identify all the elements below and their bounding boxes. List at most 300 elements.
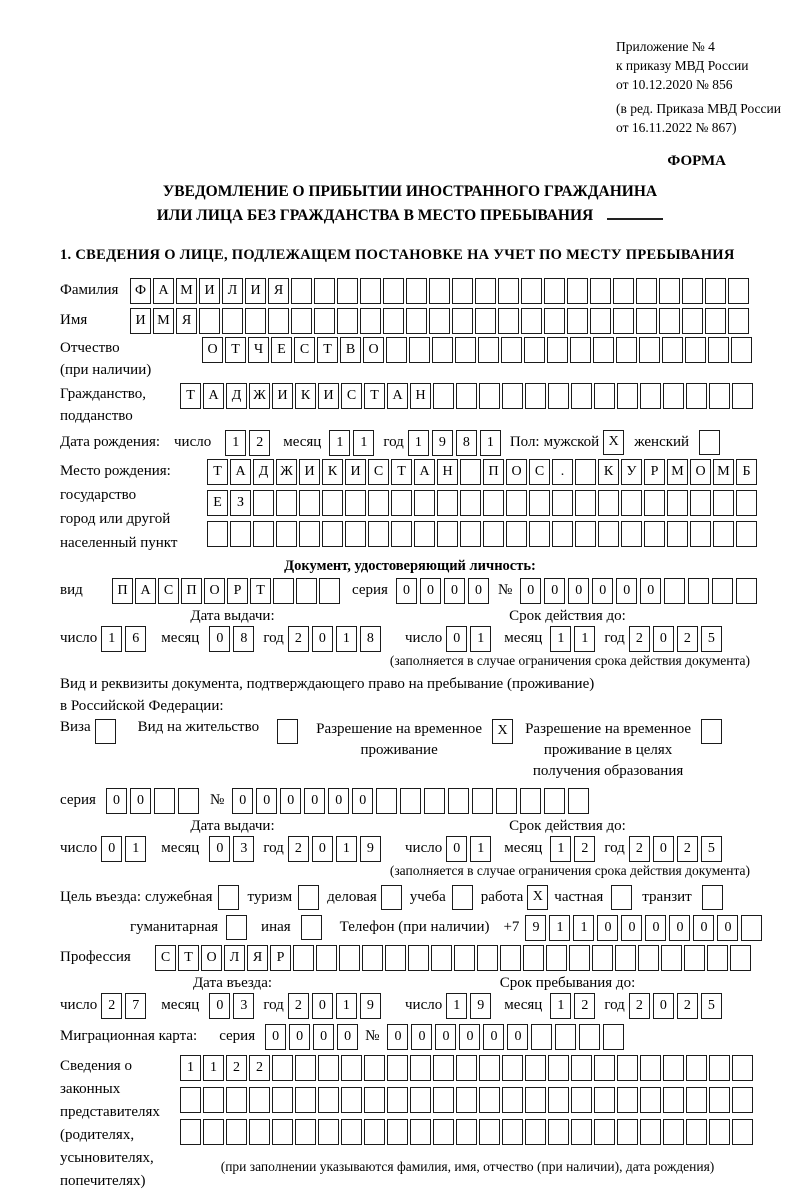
char-box[interactable]: 1 bbox=[550, 993, 571, 1019]
char-box[interactable] bbox=[732, 1087, 753, 1113]
char-box[interactable]: М bbox=[713, 459, 734, 485]
char-box[interactable]: А bbox=[414, 459, 435, 485]
char-box[interactable] bbox=[594, 383, 615, 409]
char-box[interactable] bbox=[376, 788, 397, 814]
char-box[interactable] bbox=[502, 1087, 523, 1113]
char-box[interactable] bbox=[180, 1119, 201, 1145]
char-box[interactable]: 0 bbox=[312, 626, 333, 652]
char-box[interactable] bbox=[362, 945, 383, 971]
char-box[interactable]: 0 bbox=[520, 578, 541, 604]
char-box[interactable] bbox=[521, 278, 542, 304]
char-box[interactable]: Я bbox=[268, 278, 289, 304]
char-box[interactable] bbox=[318, 1119, 339, 1145]
char-box[interactable] bbox=[314, 308, 335, 334]
char-box[interactable] bbox=[433, 1055, 454, 1081]
char-box[interactable]: 0 bbox=[444, 578, 465, 604]
char-box[interactable] bbox=[686, 383, 707, 409]
char-box[interactable] bbox=[640, 1055, 661, 1081]
char-box[interactable] bbox=[475, 278, 496, 304]
char-box[interactable]: 2 bbox=[288, 626, 309, 652]
char-box[interactable]: 2 bbox=[226, 1055, 247, 1081]
char-box[interactable] bbox=[709, 1055, 730, 1081]
char-box[interactable]: К bbox=[295, 383, 316, 409]
char-box[interactable] bbox=[663, 383, 684, 409]
char-box[interactable] bbox=[713, 490, 734, 516]
char-box[interactable]: И bbox=[199, 278, 220, 304]
char-box[interactable]: 2 bbox=[677, 836, 698, 862]
char-box[interactable] bbox=[429, 278, 450, 304]
char-box[interactable]: 0 bbox=[653, 836, 674, 862]
char-box[interactable]: 1 bbox=[180, 1055, 201, 1081]
char-box[interactable] bbox=[472, 788, 493, 814]
char-box[interactable] bbox=[569, 945, 590, 971]
char-box[interactable]: Ж bbox=[276, 459, 297, 485]
char-box[interactable]: Т bbox=[391, 459, 412, 485]
char-box[interactable] bbox=[617, 1087, 638, 1113]
char-box[interactable] bbox=[299, 521, 320, 547]
char-box[interactable]: 0 bbox=[304, 788, 325, 814]
purpose-business-checkbox[interactable] bbox=[381, 885, 402, 910]
char-box[interactable] bbox=[386, 337, 407, 363]
char-box[interactable] bbox=[314, 278, 335, 304]
char-box[interactable] bbox=[433, 1119, 454, 1145]
char-box[interactable]: 5 bbox=[701, 836, 722, 862]
char-box[interactable] bbox=[368, 490, 389, 516]
char-box[interactable] bbox=[708, 337, 729, 363]
char-box[interactable] bbox=[360, 308, 381, 334]
char-box[interactable] bbox=[456, 1119, 477, 1145]
char-box[interactable]: 0 bbox=[387, 1024, 408, 1050]
char-box[interactable] bbox=[736, 578, 757, 604]
char-box[interactable]: Д bbox=[253, 459, 274, 485]
char-box[interactable]: Ч bbox=[248, 337, 269, 363]
char-box[interactable]: 0 bbox=[101, 836, 122, 862]
char-box[interactable] bbox=[617, 1055, 638, 1081]
char-box[interactable]: О bbox=[690, 459, 711, 485]
char-box[interactable] bbox=[295, 1087, 316, 1113]
char-box[interactable] bbox=[410, 1119, 431, 1145]
char-box[interactable]: 0 bbox=[396, 578, 417, 604]
char-box[interactable] bbox=[667, 521, 688, 547]
char-box[interactable] bbox=[617, 1119, 638, 1145]
char-box[interactable] bbox=[705, 278, 726, 304]
char-box[interactable]: К bbox=[322, 459, 343, 485]
char-box[interactable] bbox=[477, 945, 498, 971]
char-box[interactable] bbox=[659, 308, 680, 334]
char-box[interactable] bbox=[593, 337, 614, 363]
char-box[interactable]: 2 bbox=[629, 836, 650, 862]
char-box[interactable] bbox=[498, 308, 519, 334]
char-box[interactable] bbox=[736, 490, 757, 516]
char-box[interactable]: Е bbox=[207, 490, 228, 516]
char-box[interactable]: Т bbox=[178, 945, 199, 971]
char-box[interactable] bbox=[316, 945, 337, 971]
char-box[interactable] bbox=[501, 337, 522, 363]
char-box[interactable] bbox=[571, 1087, 592, 1113]
char-box[interactable]: 0 bbox=[352, 788, 373, 814]
char-box[interactable]: 1 bbox=[573, 915, 594, 941]
char-box[interactable] bbox=[391, 490, 412, 516]
char-box[interactable] bbox=[590, 308, 611, 334]
char-box[interactable] bbox=[383, 308, 404, 334]
char-box[interactable]: 2 bbox=[249, 1055, 270, 1081]
char-box[interactable] bbox=[368, 521, 389, 547]
purpose-tourism-checkbox[interactable] bbox=[298, 885, 319, 910]
char-box[interactable]: С bbox=[368, 459, 389, 485]
char-box[interactable] bbox=[571, 1119, 592, 1145]
char-box[interactable]: Т bbox=[364, 383, 385, 409]
char-box[interactable] bbox=[272, 1087, 293, 1113]
char-box[interactable]: 0 bbox=[312, 836, 333, 862]
char-box[interactable] bbox=[590, 278, 611, 304]
char-box[interactable]: 5 bbox=[701, 993, 722, 1019]
char-box[interactable]: Е bbox=[271, 337, 292, 363]
char-box[interactable]: З bbox=[230, 490, 251, 516]
char-box[interactable] bbox=[728, 308, 749, 334]
char-box[interactable] bbox=[448, 788, 469, 814]
char-box[interactable] bbox=[664, 578, 685, 604]
char-box[interactable]: Р bbox=[227, 578, 248, 604]
char-box[interactable]: 1 bbox=[329, 430, 350, 456]
char-box[interactable] bbox=[662, 337, 683, 363]
char-box[interactable] bbox=[154, 788, 175, 814]
char-box[interactable] bbox=[429, 308, 450, 334]
char-box[interactable]: 1 bbox=[203, 1055, 224, 1081]
char-box[interactable] bbox=[613, 278, 634, 304]
char-box[interactable] bbox=[686, 1055, 707, 1081]
char-box[interactable] bbox=[460, 521, 481, 547]
char-box[interactable] bbox=[318, 1055, 339, 1081]
char-box[interactable] bbox=[318, 1087, 339, 1113]
char-box[interactable]: И bbox=[345, 459, 366, 485]
char-box[interactable] bbox=[364, 1087, 385, 1113]
char-box[interactable]: 3 bbox=[233, 836, 254, 862]
char-box[interactable] bbox=[661, 945, 682, 971]
char-box[interactable] bbox=[383, 278, 404, 304]
char-box[interactable] bbox=[253, 490, 274, 516]
char-box[interactable] bbox=[322, 521, 343, 547]
char-box[interactable]: 0 bbox=[446, 836, 467, 862]
char-box[interactable] bbox=[531, 1024, 552, 1050]
char-box[interactable]: 1 bbox=[470, 836, 491, 862]
char-box[interactable]: Ж bbox=[249, 383, 270, 409]
char-box[interactable] bbox=[460, 490, 481, 516]
char-box[interactable] bbox=[568, 788, 589, 814]
char-box[interactable]: 1 bbox=[336, 993, 357, 1019]
char-box[interactable] bbox=[728, 278, 749, 304]
char-box[interactable] bbox=[575, 459, 596, 485]
char-box[interactable] bbox=[296, 578, 317, 604]
purpose-work-checkbox[interactable]: X bbox=[527, 885, 548, 910]
char-box[interactable] bbox=[230, 521, 251, 547]
char-box[interactable]: 0 bbox=[717, 915, 738, 941]
char-box[interactable] bbox=[598, 490, 619, 516]
char-box[interactable]: О bbox=[201, 945, 222, 971]
char-box[interactable]: Ф bbox=[130, 278, 151, 304]
char-box[interactable]: П bbox=[181, 578, 202, 604]
char-box[interactable] bbox=[341, 1119, 362, 1145]
char-box[interactable]: 1 bbox=[446, 993, 467, 1019]
purpose-transit-checkbox[interactable] bbox=[702, 885, 723, 910]
char-box[interactable]: 0 bbox=[446, 626, 467, 652]
char-box[interactable]: Н bbox=[410, 383, 431, 409]
char-box[interactable]: 0 bbox=[313, 1024, 334, 1050]
char-box[interactable]: 0 bbox=[544, 578, 565, 604]
char-box[interactable] bbox=[705, 308, 726, 334]
char-box[interactable]: Я bbox=[247, 945, 268, 971]
char-box[interactable] bbox=[433, 383, 454, 409]
char-box[interactable] bbox=[345, 490, 366, 516]
char-box[interactable]: 1 bbox=[470, 626, 491, 652]
char-box[interactable] bbox=[391, 521, 412, 547]
char-box[interactable] bbox=[483, 490, 504, 516]
char-box[interactable]: 0 bbox=[280, 788, 301, 814]
char-box[interactable]: 1 bbox=[550, 626, 571, 652]
char-box[interactable] bbox=[731, 337, 752, 363]
char-box[interactable]: И bbox=[318, 383, 339, 409]
char-box[interactable]: А bbox=[230, 459, 251, 485]
char-box[interactable]: Р bbox=[270, 945, 291, 971]
char-box[interactable] bbox=[663, 1119, 684, 1145]
char-box[interactable]: 0 bbox=[592, 578, 613, 604]
char-box[interactable]: И bbox=[272, 383, 293, 409]
char-box[interactable] bbox=[291, 278, 312, 304]
purpose-study-checkbox[interactable] bbox=[452, 885, 473, 910]
char-box[interactable]: 8 bbox=[456, 430, 477, 456]
char-box[interactable] bbox=[552, 490, 573, 516]
char-box[interactable] bbox=[341, 1055, 362, 1081]
char-box[interactable] bbox=[506, 490, 527, 516]
char-box[interactable]: 0 bbox=[468, 578, 489, 604]
char-box[interactable] bbox=[341, 1087, 362, 1113]
char-box[interactable]: Т bbox=[317, 337, 338, 363]
char-box[interactable]: А bbox=[203, 383, 224, 409]
char-box[interactable]: 0 bbox=[289, 1024, 310, 1050]
char-box[interactable] bbox=[529, 521, 550, 547]
char-box[interactable]: 1 bbox=[336, 626, 357, 652]
char-box[interactable]: И bbox=[245, 278, 266, 304]
purpose-official-checkbox[interactable] bbox=[218, 885, 239, 910]
char-box[interactable] bbox=[567, 278, 588, 304]
char-box[interactable] bbox=[685, 337, 706, 363]
char-box[interactable]: С bbox=[155, 945, 176, 971]
char-box[interactable]: О bbox=[202, 337, 223, 363]
char-box[interactable] bbox=[525, 1119, 546, 1145]
char-box[interactable]: Т bbox=[250, 578, 271, 604]
char-box[interactable] bbox=[686, 1119, 707, 1145]
char-box[interactable] bbox=[253, 521, 274, 547]
char-box[interactable] bbox=[483, 521, 504, 547]
char-box[interactable]: 0 bbox=[621, 915, 642, 941]
char-box[interactable]: 9 bbox=[360, 836, 381, 862]
sex-female-checkbox[interactable] bbox=[699, 430, 720, 455]
char-box[interactable] bbox=[709, 1119, 730, 1145]
char-box[interactable] bbox=[276, 490, 297, 516]
char-box[interactable] bbox=[222, 308, 243, 334]
char-box[interactable] bbox=[478, 337, 499, 363]
char-box[interactable] bbox=[730, 945, 751, 971]
char-box[interactable] bbox=[555, 1024, 576, 1050]
char-box[interactable] bbox=[479, 1119, 500, 1145]
char-box[interactable] bbox=[249, 1119, 270, 1145]
char-box[interactable] bbox=[732, 1119, 753, 1145]
char-box[interactable]: 1 bbox=[125, 836, 146, 862]
char-box[interactable]: 2 bbox=[249, 430, 270, 456]
char-box[interactable] bbox=[432, 337, 453, 363]
char-box[interactable] bbox=[385, 945, 406, 971]
char-box[interactable]: Т bbox=[225, 337, 246, 363]
char-box[interactable] bbox=[498, 278, 519, 304]
char-box[interactable] bbox=[638, 945, 659, 971]
char-box[interactable] bbox=[437, 521, 458, 547]
char-box[interactable] bbox=[410, 1055, 431, 1081]
char-box[interactable] bbox=[741, 915, 762, 941]
char-box[interactable] bbox=[456, 383, 477, 409]
char-box[interactable]: О bbox=[204, 578, 225, 604]
char-box[interactable]: А bbox=[387, 383, 408, 409]
char-box[interactable] bbox=[502, 383, 523, 409]
char-box[interactable]: 0 bbox=[597, 915, 618, 941]
char-box[interactable]: 0 bbox=[669, 915, 690, 941]
char-box[interactable] bbox=[387, 1119, 408, 1145]
char-box[interactable]: Т bbox=[180, 383, 201, 409]
char-box[interactable] bbox=[502, 1055, 523, 1081]
char-box[interactable] bbox=[736, 521, 757, 547]
temp-residence-checkbox[interactable]: X bbox=[492, 719, 513, 744]
char-box[interactable]: А bbox=[153, 278, 174, 304]
char-box[interactable] bbox=[594, 1055, 615, 1081]
char-box[interactable]: 1 bbox=[550, 836, 571, 862]
char-box[interactable] bbox=[414, 490, 435, 516]
char-box[interactable]: 2 bbox=[629, 993, 650, 1019]
char-box[interactable] bbox=[709, 383, 730, 409]
char-box[interactable] bbox=[709, 1087, 730, 1113]
char-box[interactable] bbox=[337, 278, 358, 304]
char-box[interactable] bbox=[299, 490, 320, 516]
char-box[interactable]: С bbox=[341, 383, 362, 409]
char-box[interactable] bbox=[178, 788, 199, 814]
char-box[interactable] bbox=[544, 278, 565, 304]
char-box[interactable]: Т bbox=[207, 459, 228, 485]
char-box[interactable] bbox=[414, 521, 435, 547]
char-box[interactable] bbox=[479, 1055, 500, 1081]
char-box[interactable] bbox=[455, 337, 476, 363]
char-box[interactable] bbox=[644, 521, 665, 547]
char-box[interactable] bbox=[640, 383, 661, 409]
char-box[interactable]: 3 bbox=[233, 993, 254, 1019]
char-box[interactable] bbox=[570, 337, 591, 363]
char-box[interactable]: Д bbox=[226, 383, 247, 409]
char-box[interactable] bbox=[598, 521, 619, 547]
char-box[interactable]: У bbox=[621, 459, 642, 485]
purpose-humanitarian-checkbox[interactable] bbox=[226, 915, 247, 940]
char-box[interactable] bbox=[203, 1087, 224, 1113]
char-box[interactable]: Б bbox=[736, 459, 757, 485]
char-box[interactable]: О bbox=[506, 459, 527, 485]
char-box[interactable] bbox=[529, 490, 550, 516]
char-box[interactable] bbox=[199, 308, 220, 334]
char-box[interactable]: 0 bbox=[411, 1024, 432, 1050]
char-box[interactable]: 1 bbox=[353, 430, 374, 456]
char-box[interactable] bbox=[552, 521, 573, 547]
char-box[interactable] bbox=[547, 337, 568, 363]
char-box[interactable] bbox=[548, 383, 569, 409]
char-box[interactable] bbox=[732, 383, 753, 409]
char-box[interactable] bbox=[523, 945, 544, 971]
char-box[interactable] bbox=[364, 1055, 385, 1081]
char-box[interactable] bbox=[567, 308, 588, 334]
char-box[interactable] bbox=[544, 788, 565, 814]
char-box[interactable] bbox=[684, 945, 705, 971]
char-box[interactable] bbox=[548, 1087, 569, 1113]
char-box[interactable] bbox=[639, 337, 660, 363]
char-box[interactable] bbox=[496, 788, 517, 814]
char-box[interactable] bbox=[682, 278, 703, 304]
char-box[interactable] bbox=[276, 521, 297, 547]
char-box[interactable]: А bbox=[135, 578, 156, 604]
char-box[interactable] bbox=[713, 521, 734, 547]
char-box[interactable] bbox=[408, 945, 429, 971]
char-box[interactable] bbox=[293, 945, 314, 971]
char-box[interactable]: П bbox=[483, 459, 504, 485]
sex-male-checkbox[interactable]: X bbox=[603, 430, 624, 455]
char-box[interactable] bbox=[548, 1119, 569, 1145]
char-box[interactable]: 1 bbox=[549, 915, 570, 941]
char-box[interactable] bbox=[409, 337, 430, 363]
char-box[interactable] bbox=[295, 1119, 316, 1145]
char-box[interactable] bbox=[272, 1119, 293, 1145]
purpose-other-checkbox[interactable] bbox=[301, 915, 322, 940]
char-box[interactable] bbox=[525, 1055, 546, 1081]
char-box[interactable] bbox=[268, 308, 289, 334]
char-box[interactable]: 0 bbox=[265, 1024, 286, 1050]
char-box[interactable]: 0 bbox=[256, 788, 277, 814]
char-box[interactable] bbox=[456, 1087, 477, 1113]
char-box[interactable] bbox=[520, 788, 541, 814]
char-box[interactable] bbox=[319, 578, 340, 604]
visa-checkbox[interactable] bbox=[95, 719, 116, 744]
char-box[interactable] bbox=[621, 521, 642, 547]
char-box[interactable]: 0 bbox=[653, 993, 674, 1019]
char-box[interactable]: С bbox=[158, 578, 179, 604]
char-box[interactable] bbox=[291, 308, 312, 334]
char-box[interactable]: 0 bbox=[459, 1024, 480, 1050]
char-box[interactable]: 6 bbox=[125, 626, 146, 652]
char-box[interactable]: 0 bbox=[337, 1024, 358, 1050]
char-box[interactable]: 0 bbox=[209, 993, 230, 1019]
char-box[interactable]: 9 bbox=[470, 993, 491, 1019]
purpose-private-checkbox[interactable] bbox=[611, 885, 632, 910]
char-box[interactable]: И bbox=[299, 459, 320, 485]
char-box[interactable]: 0 bbox=[568, 578, 589, 604]
char-box[interactable] bbox=[707, 945, 728, 971]
char-box[interactable] bbox=[546, 945, 567, 971]
char-box[interactable] bbox=[273, 578, 294, 604]
residence-permit-checkbox[interactable] bbox=[277, 719, 298, 744]
char-box[interactable]: Л bbox=[224, 945, 245, 971]
char-box[interactable]: 0 bbox=[640, 578, 661, 604]
char-box[interactable]: П bbox=[112, 578, 133, 604]
char-box[interactable] bbox=[603, 1024, 624, 1050]
char-box[interactable] bbox=[571, 1055, 592, 1081]
char-box[interactable]: 0 bbox=[106, 788, 127, 814]
char-box[interactable] bbox=[686, 1087, 707, 1113]
char-box[interactable] bbox=[594, 1087, 615, 1113]
char-box[interactable]: 2 bbox=[101, 993, 122, 1019]
char-box[interactable] bbox=[272, 1055, 293, 1081]
char-box[interactable]: 1 bbox=[480, 430, 501, 456]
char-box[interactable] bbox=[452, 278, 473, 304]
